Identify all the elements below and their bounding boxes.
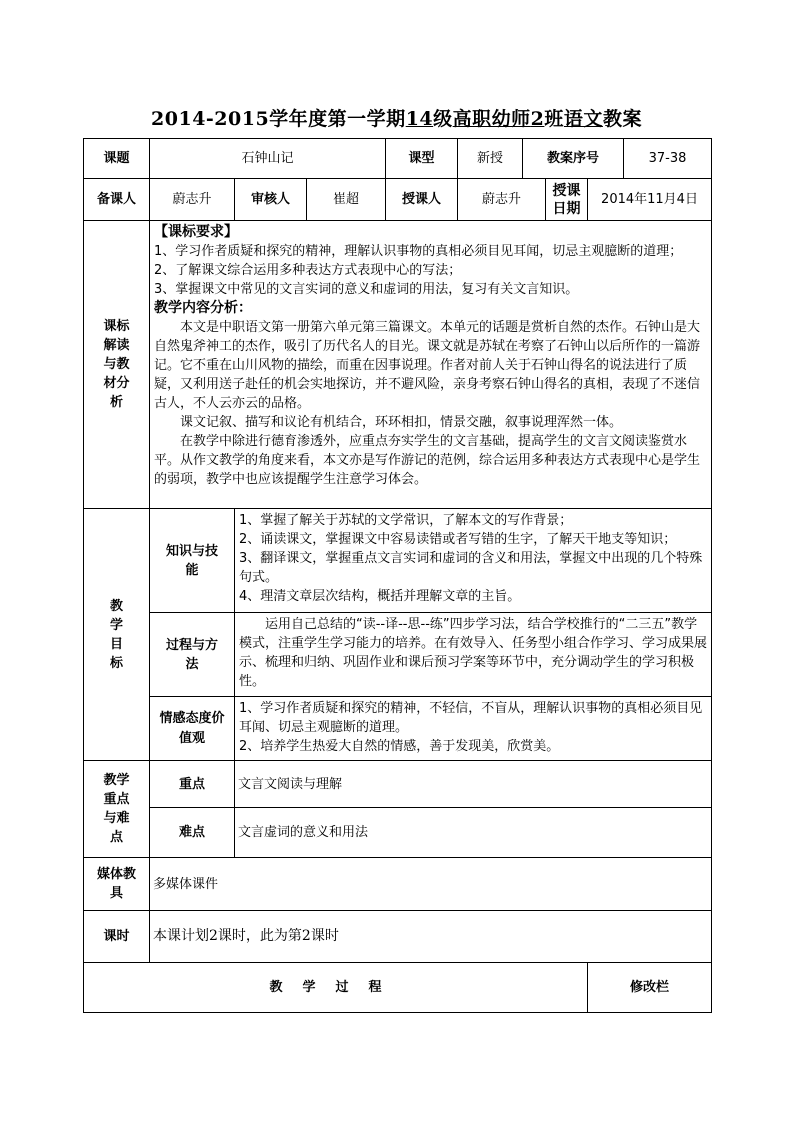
title-mid2: 班 xyxy=(544,108,564,130)
type-label: 课型 xyxy=(386,139,458,179)
title-prefix: 2014-2015学年度第一学期 xyxy=(151,108,406,130)
analysis-content xyxy=(150,221,712,509)
analysis-label: 课标解读与教材分析 xyxy=(84,221,150,509)
emotion-item: 1、学习作者质疑和探究的精神，不轻信，不盲从，理解认识事物的真相必须目见耳闻、切忌主观臆断的道理。 xyxy=(239,701,703,735)
row-key-point xyxy=(84,761,712,808)
row-goal-emotion xyxy=(84,697,712,761)
date-value: 2014年11月4日 xyxy=(588,179,712,221)
row-difficulty xyxy=(84,808,712,858)
emotion-label: 情感态度价值观 xyxy=(150,697,235,761)
difficulty-value: 文言虚词的意义和用法 xyxy=(235,808,712,858)
type-value: 新授 xyxy=(458,139,523,179)
page-title xyxy=(0,104,793,131)
hours-label: 课时 xyxy=(84,911,150,963)
row-staff xyxy=(84,179,712,221)
title-class-no: 2 xyxy=(530,108,545,130)
row-media xyxy=(84,858,712,911)
knowledge-item: 2、诵读课文，掌握课文中容易读错或者写错的生字，了解天干地支等知识； xyxy=(239,532,677,547)
requirement-item: 1、学习作者质疑和探究的精神，理解认识事物的真相必须目见耳闻，切忌主观臆断的道理； xyxy=(154,244,683,259)
preparer-value: 蔚志升 xyxy=(150,179,235,221)
content-analysis-heading: 教学内容分析： xyxy=(154,300,252,316)
revision-column-heading: 修改栏 xyxy=(588,963,712,1013)
seq-label: 教案序号 xyxy=(523,139,624,179)
teacher-value: 蔚志升 xyxy=(458,179,546,221)
hours-value: 本课计划2课时，此为第2课时 xyxy=(150,911,712,963)
row-topic xyxy=(84,139,712,179)
date-label: 授课日期 xyxy=(546,179,588,221)
emotion-item: 2、培养学生热爱大自然的情感，善于发现美，欣赏美。 xyxy=(239,739,560,754)
media-value: 多媒体课件 xyxy=(150,858,712,911)
emotion-content xyxy=(235,697,712,761)
key-point-value: 文言文阅读与理解 xyxy=(235,761,712,808)
reviewer-value: 崔超 xyxy=(307,179,386,221)
requirement-item: 2、了解课文综合运用多种表达方式表现中心的写法； xyxy=(154,263,462,278)
process-method-text: 运用自己总结的“读--译--思--练”四步学习法，结合学校推行的“二三五”教学模式，注重学生学习能力的培养。在有效导入、任务型小组合作学习、学习成果展示、梳理和归纳、巩固作业和课后预习学案等环节中，充分调动学生的学习积极性。 xyxy=(239,617,708,689)
teaching-process-heading: 教学过程 xyxy=(84,963,588,1013)
reviewer-label: 审核人 xyxy=(235,179,307,221)
focus-label: 教学重点与难点 xyxy=(84,761,150,858)
analysis-paragraph: 课文记叙、描写和议论有机结合，环环相扣，情景交融，叙事说理浑然一体。 xyxy=(180,415,623,430)
key-point-label: 重点 xyxy=(150,761,235,808)
analysis-paragraph: 本文是中职语文第一册第六单元第三篇课文。本单元的话题是赏析自然的杰作。石钟山是大自然鬼斧神工的杰作，吸引了历代名人的目光。课文就是苏轼在考察了石钟山以后所作的一篇游记。它不重在山川风物的描绘，而重在因事说理。作者对前人关于石钟山得名的说法进行了质疑，又利用送子赴任的机会实地探访，并不避风险，亲身考察石钟山得名的真相，表现了不迷信古人，不人云亦云的品格。 xyxy=(154,320,701,411)
row-hours xyxy=(84,911,712,963)
process-method-content xyxy=(235,613,712,697)
media-label: 媒体教具 xyxy=(84,858,150,911)
topic-value: 石钟山记 xyxy=(150,139,386,179)
row-footer xyxy=(84,963,712,1013)
title-grade: 14 xyxy=(405,108,434,130)
title-mid1: 级 xyxy=(433,108,453,130)
knowledge-item: 3、翻译课文，掌握重点文言实词和虚词的含义和用法，掌握文中出现的几个特殊句式。 xyxy=(239,551,703,585)
knowledge-label: 知识与技能 xyxy=(150,509,235,613)
analysis-paragraph: 在教学中除进行德育渗透外，应重点夯实学生的文言基础，提高学生的文言文阅读鉴赏水平。从作文教学的角度来看，本文亦是写作游记的范例，综合运用多种表达方式表现中心是学生的弱项，教学中也应该提醒学生注意学习体会。 xyxy=(154,434,701,487)
lesson-plan-table xyxy=(83,138,712,1013)
requirements-heading: 【课标要求】 xyxy=(154,224,238,240)
requirement-item: 3、掌握课文中常见的文言实词的意义和虚词的用法，复习有关文言知识。 xyxy=(154,282,579,297)
seq-value: 37-38 xyxy=(624,139,712,179)
title-suffix: 教案 xyxy=(602,108,642,130)
title-subject: 语文 xyxy=(563,108,603,130)
row-goal-process xyxy=(84,613,712,697)
teacher-label: 授课人 xyxy=(386,179,458,221)
difficulty-label: 难点 xyxy=(150,808,235,858)
title-major: 高职幼师 xyxy=(452,108,531,130)
knowledge-item: 4、理清文章层次结构，概括并理解文章的主旨。 xyxy=(239,589,521,604)
goals-label: 教学目标 xyxy=(84,509,150,761)
process-method-label: 过程与方法 xyxy=(150,613,235,697)
row-analysis xyxy=(84,221,712,509)
row-goal-knowledge xyxy=(84,509,712,613)
preparer-label: 备课人 xyxy=(84,179,150,221)
knowledge-content xyxy=(235,509,712,613)
topic-label: 课题 xyxy=(84,139,150,179)
knowledge-item: 1、掌握了解关于苏轼的文学常识，了解本文的写作背景； xyxy=(239,513,573,528)
